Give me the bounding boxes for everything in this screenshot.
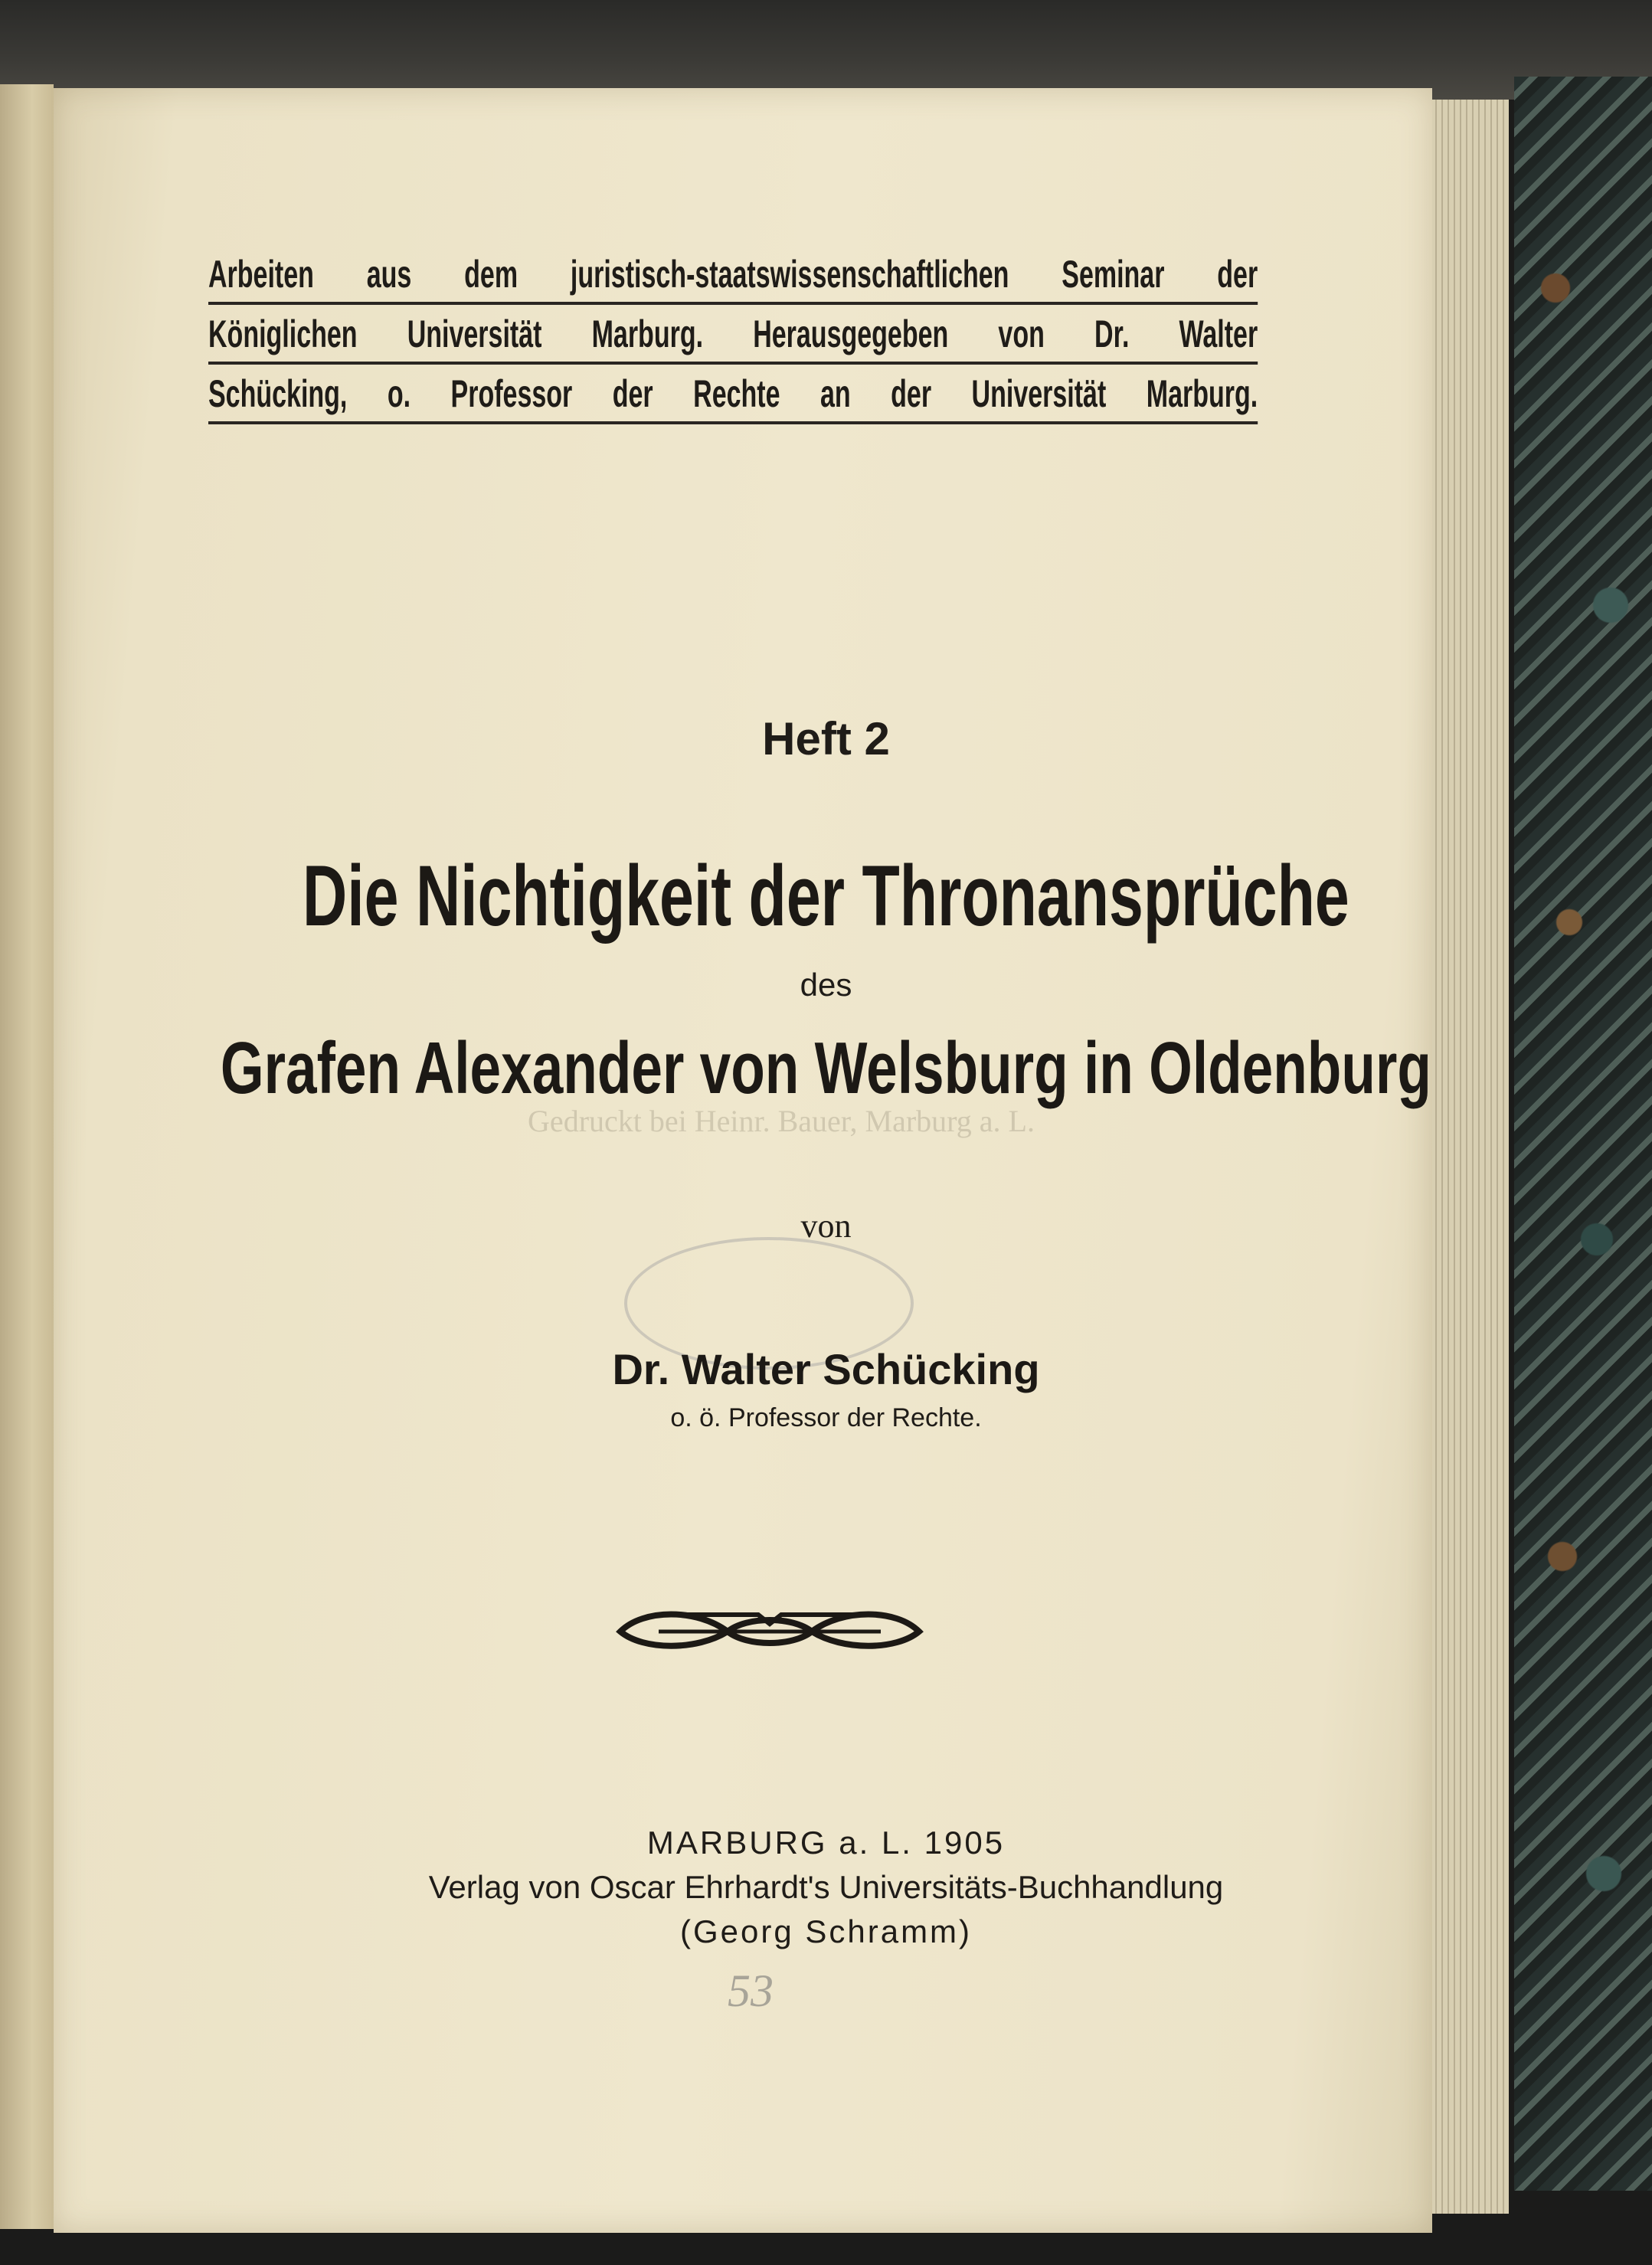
series-line-1: Arbeiten aus dem juristisch-staatswissenschaftlichen Seminar der: [208, 245, 1258, 305]
series-line-3: Schücking, o. Professor der Rechte an der Universität Marburg.: [208, 365, 1258, 424]
by-label: von: [800, 1207, 852, 1245]
series-header: [208, 245, 1258, 424]
series-line-2: Königlichen Universität Marburg. Herausgegeben von Dr. Walter: [208, 305, 1258, 365]
imprint-publisher: Verlag von Oscar Ehrhardt's Universitäts-Buchhandlung: [428, 1869, 1224, 1905]
author-role: o. ö. Professor der Rechte.: [670, 1403, 982, 1432]
author-name: Dr. Walter Schücking: [612, 1345, 1040, 1393]
title-connector: des: [800, 967, 852, 1003]
left-page-edge: [0, 84, 54, 2229]
handwritten-note: 53: [728, 1966, 774, 2016]
ornament-icon: [613, 1601, 927, 1655]
book-subtitle: Grafen Alexander von Welsburg in Oldenburg: [220, 1027, 1431, 1109]
imprint-place-year: MARBURG a. L. 1905: [646, 1825, 1006, 1861]
volume-number: Heft 2: [762, 713, 890, 764]
book-cover-top: [0, 0, 1652, 100]
bleed-through-text: Gedruckt bei Heinr. Bauer, Marburg a. L.: [528, 1104, 1035, 1138]
imprint-person: (Georg Schramm): [679, 1913, 973, 1949]
book-title: Die Nichtigkeit der Thronansprüche: [303, 848, 1349, 944]
